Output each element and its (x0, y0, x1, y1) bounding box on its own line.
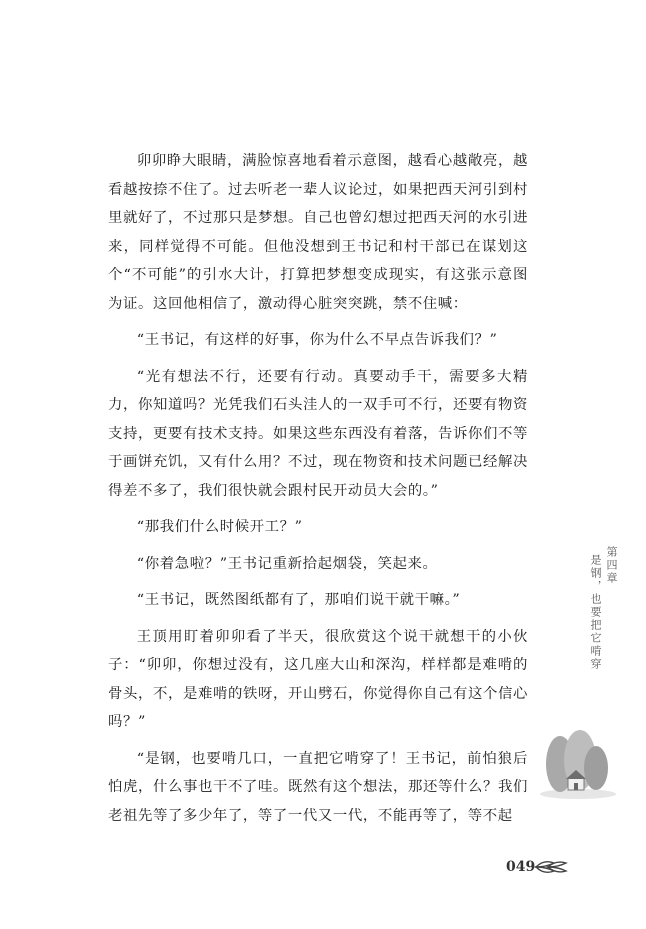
paragraph: “你着急啦？”王书记重新拾起烟袋，笑起来。 (136, 555, 438, 572)
paragraph: 卯卯睁大眼睛，满脸惊喜地看着示意图，越看心越敞亮，越看越按捺不住了。过去听老一辈人议论过，如果把西天河引到村里就好了，不过那只是梦想。自己也曾幻想过把西天河的水引进来，同样觉得不可能。但他没想到王书记和村干部已在谋划这个“不可能”的引水大计，打算把梦想变成现实，有这张示意图为证。这回他相信了，激动得心脏突突跳，禁不住喊： (108, 153, 528, 312)
tree-house-illustration (538, 730, 618, 800)
leaf-ornament-icon (534, 857, 568, 877)
paragraph: “王书记，既然图纸都有了，那咱们说干就干嘛。” (136, 592, 461, 608)
paragraph: “是钢，也要啃几口，一直把它啃穿了！王书记，前怕狼后怕虎，什么事也干不了哇。既然有这个想法，那还等什么？我们老祖先等了多少年了，等了一代又一代，不能再等了，等不起 (108, 750, 528, 824)
page-number: 049 (506, 859, 536, 875)
paragraph: 王顶用盯着卯卯看了半天，很欣赏这个说干就想干的小伙子：“卯卯，你想过没有，这几座大山和深沟，样样都是难啃的骨头，不，是难啃的铁呀，开山劈石，你觉得你自己有这个信心吗？” (108, 628, 528, 730)
paragraph: “那我们什么时候开工？” (136, 519, 303, 535)
paragraph: “光有想法不行，还要有行动。真要动手干，需要多大精力，你知道吗？光凭我们石头洼人的一双手可不行，还要有物资支持，更要有技术支持。如果这些东西没有着落，告诉你们不等于画饼充饥，又有什么用？不过，现在物资和技术问题已经解决得差不多了，我们很快就会跟村民开动员大会的。” (108, 368, 528, 499)
body-text (108, 147, 528, 838)
chapter-side-title (559, 546, 619, 736)
chapter-label: 第四章 (605, 546, 618, 585)
chapter-title: 是钢，也要把它啃穿 (589, 554, 602, 671)
paragraph: “王书记，有这样的好事，你为什么不早点告诉我们？” (136, 332, 498, 348)
